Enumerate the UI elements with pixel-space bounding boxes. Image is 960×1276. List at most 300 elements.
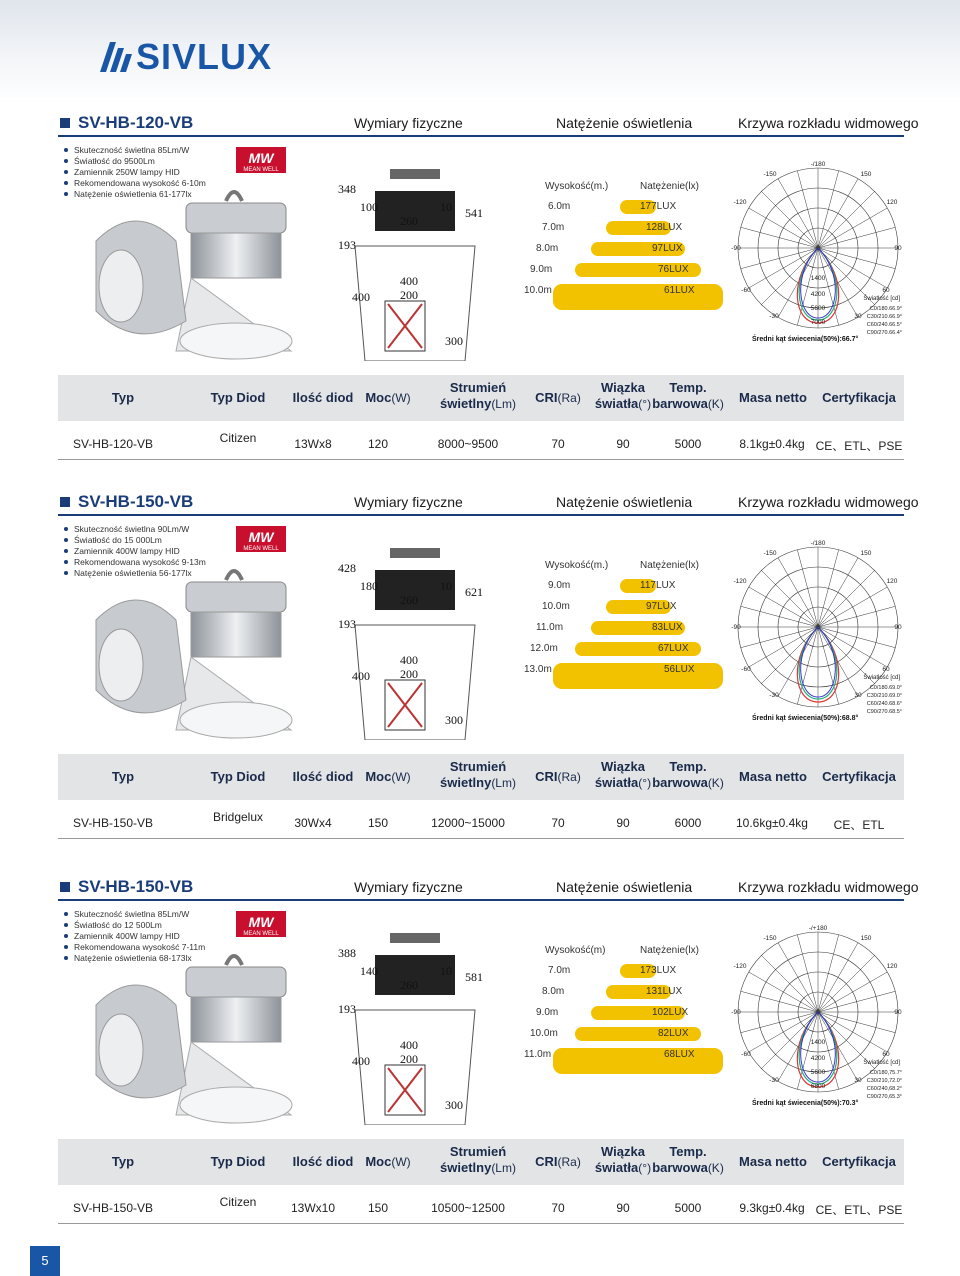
spec-cell-wiazka: 90 (616, 437, 630, 451)
spec-header-ilosc (278, 769, 368, 785)
dimension-label: 100 (360, 200, 378, 214)
spec-header-masa (728, 1154, 818, 1170)
meanwell-logo-icon (236, 911, 286, 937)
spec-header-text: Moc (365, 769, 392, 784)
spec-header-typ (78, 769, 168, 785)
dims-header: Wymiary fizyczne (354, 494, 463, 510)
spec-cell-cert: CE、ETL、PSE (815, 439, 903, 453)
illum-height: 10.0m (542, 601, 570, 612)
spec-header-text: (Ra) (557, 391, 581, 405)
polar-curve-chart (730, 922, 905, 1107)
spec-header-text: (Ra) (557, 1155, 581, 1169)
spec-header-text: Typ (111, 390, 135, 405)
polar-label: 30 (854, 313, 862, 320)
spec-header-text: Wiązka (601, 759, 645, 774)
dimension-label: 581 (465, 970, 483, 984)
spec-header-text: Temp. (669, 1144, 707, 1159)
dimension-label: 180 (360, 579, 378, 593)
polar-label: -120 (733, 963, 747, 970)
spec-header-text: CRI (535, 769, 558, 784)
polar-legend-item: C0/180,75.7° (869, 1070, 902, 1076)
product-title (60, 877, 193, 897)
spec-header-text: barwowa (652, 775, 708, 790)
product-title-text: SV-HB-150-VB (78, 492, 194, 511)
spec-divider (58, 459, 904, 460)
dimension-drawing (330, 925, 500, 1125)
illum-lux: 56LUX (664, 664, 695, 675)
dimension-label: 428 (338, 561, 356, 575)
spec-data-row (58, 1197, 904, 1219)
dimension-label: 260 (400, 214, 418, 228)
illum-height: 11.0m (524, 1049, 552, 1060)
spec-header-text: (K) (707, 776, 724, 790)
spec-header-row (58, 1139, 904, 1185)
section-rule (58, 514, 904, 516)
feature-item: Zamiennik 400W lampy HID (64, 931, 205, 942)
dimension-label: 10 (440, 964, 452, 978)
polar-label: -150 (763, 550, 777, 557)
spec-cell-wiazka: 90 (616, 1201, 630, 1215)
feature-item: Światłość do 15 000Lm (64, 535, 206, 546)
illum-header: Natężenie oświetlenia (556, 494, 693, 510)
polar-average: Średni kąt świecenia(50%):66.7° (752, 336, 859, 343)
polar-label: 5600 (810, 1069, 826, 1076)
spec-cell-strumien: 10500~12500 (431, 1201, 505, 1215)
spec-header-text: Strumień (449, 759, 507, 774)
illum-height: 7.0m (548, 965, 571, 976)
polar-legend-item: C30/210.66.9° (866, 314, 902, 320)
illum-lux: 128LUX (646, 222, 683, 233)
spec-data-row (58, 812, 904, 834)
spec-cell-cert: CE、ETL (833, 818, 885, 832)
polar-label: 0 (816, 1009, 820, 1016)
dimension-label: 300 (445, 334, 463, 348)
polar-legend-item: C0/180.66.9° (869, 306, 902, 312)
polar-label: -90 (731, 245, 741, 252)
spec-header-text: (°) (638, 776, 652, 790)
dimension-label: 140 (360, 964, 378, 978)
dimension-label: 400 (400, 1038, 418, 1052)
polar-label: 4200 (810, 1055, 826, 1062)
illum-lux: 102LUX (652, 1007, 689, 1018)
spec-cell-masa: 9.3kg±0.4kg (739, 1201, 805, 1215)
spec-cell-ilosc: 30Wx4 (294, 816, 332, 830)
spec-header-text: (°) (638, 397, 652, 411)
spec-cell-cri: 70 (551, 437, 565, 451)
spec-cell-cri: 70 (551, 1201, 565, 1215)
polar-legend-item: C30/210,72.0° (866, 1078, 902, 1084)
spec-header-text: Typ (111, 1154, 135, 1169)
polar-legend-item: C90/270.66.4° (866, 330, 902, 336)
polar-label: -/180 (810, 161, 826, 168)
spec-cell-moc: 150 (367, 1201, 389, 1215)
illum-lux: 131LUX (646, 986, 683, 997)
spec-header-diod (198, 390, 278, 406)
illum-height: 6.0m (548, 201, 571, 212)
meanwell-text: MEAN WELL (243, 167, 279, 173)
polar-label: -90 (731, 624, 741, 631)
spec-cell-ilosc: 13Wx8 (294, 437, 332, 451)
illum-lux: 97LUX (652, 243, 683, 254)
dimension-drawing (330, 540, 500, 740)
polar-curve-chart (730, 158, 905, 343)
illum-header: Natężenie oświetlenia (556, 879, 693, 895)
spec-cell-strumien: 12000~15000 (431, 816, 505, 830)
spec-header-text: Certyfikacja (822, 390, 896, 405)
polar-label: -30 (769, 1077, 779, 1084)
polar-label: 6800 (810, 1083, 826, 1090)
spec-header-text: światła (594, 1160, 639, 1175)
polar-label: 30 (854, 1077, 862, 1084)
illum-bar (553, 284, 723, 310)
spec-header-text: (Lm) (491, 776, 516, 790)
spec-header-text: Moc (365, 1154, 392, 1169)
feature-item: Rekomendowana wysokość 7-11m (64, 942, 205, 953)
spec-header-temp (648, 380, 728, 412)
feature-item: Natężenie oświetlenia 68-173lx (64, 953, 205, 964)
polar-label: -120 (733, 578, 747, 585)
spec-header-text: (Lm) (491, 1161, 516, 1175)
title-square-icon (60, 497, 70, 507)
polar-label: 150 (860, 935, 872, 942)
dimension-label: 400 (400, 653, 418, 667)
spec-cell-diod: Bridgelux (212, 810, 264, 824)
spec-divider (58, 1223, 904, 1224)
spec-header-typ (78, 390, 168, 406)
dimension-label: 400 (352, 1054, 370, 1068)
dimension-label: 260 (400, 593, 418, 607)
spec-header-text: światła (594, 775, 639, 790)
meanwell-logo-icon (236, 147, 286, 173)
illum-lux: 117LUX (640, 580, 676, 591)
spec-header-text: (W) (391, 770, 411, 784)
feature-item: Skuteczność świetlna 85Lm/W (64, 145, 206, 156)
illum-lux: 67LUX (658, 643, 689, 654)
spec-header-masa (728, 390, 818, 406)
illum-lux: 61LUX (664, 285, 695, 296)
feature-item: Rekomendowana wysokość 6-10m (64, 178, 206, 189)
dimension-label: 400 (352, 669, 370, 683)
polar-label: 1400 (810, 1039, 826, 1046)
feature-item: Natężenie oświetlenia 56-177lx (64, 568, 206, 579)
lamp-image (76, 181, 296, 361)
polar-label: -60 (741, 287, 751, 294)
spec-cell-moc: 150 (367, 816, 389, 830)
spec-header-text: świetlny (440, 1160, 492, 1175)
dims-header: Wymiary fizyczne (354, 115, 463, 131)
meanwell-text: MEAN WELL (243, 931, 279, 937)
polar-label: -30 (769, 313, 779, 320)
spec-header-text: Certyfikacja (822, 769, 896, 784)
logo-text: SIVLUX (136, 36, 273, 77)
polar-label: -/180 (810, 540, 826, 547)
section-rule (58, 135, 904, 137)
illum-lux: 83LUX (652, 622, 683, 633)
illum-header: Natężenie oświetlenia (556, 115, 693, 131)
spec-header-text: Temp. (669, 759, 707, 774)
spec-cell-ilosc: 13Wx10 (290, 1201, 336, 1215)
spec-header-text: Ilość diod (292, 390, 354, 405)
polar-legend-item: C60/240,68.2° (866, 1086, 902, 1092)
page-number: 5 (30, 1246, 60, 1276)
spec-header-text: Temp. (669, 380, 707, 395)
spec-header-text: Moc (365, 390, 392, 405)
spec-header-ilosc (278, 390, 368, 406)
spec-cell-diod: Citizen (219, 431, 257, 445)
spec-cell-diod: Citizen (219, 1195, 257, 1209)
illum-bar (553, 1048, 723, 1074)
spec-header-cert (814, 769, 904, 785)
spec-header-text: Ilość diod (292, 769, 354, 784)
polar-label: 90 (894, 1009, 902, 1016)
spec-cell-moc: 120 (367, 437, 389, 451)
spec-data-row (58, 433, 904, 455)
feature-item: Rekomendowana wysokość 9-13m (64, 557, 206, 568)
logo-mark-icon (96, 36, 136, 76)
polar-label: Światłość [cd] (863, 296, 900, 302)
spec-cell-strumien: 8000~9500 (437, 437, 499, 451)
dimension-label: 300 (445, 713, 463, 727)
spec-header-text: Ilość diod (292, 1154, 354, 1169)
ill-height-header: Wysokość(m) (545, 945, 606, 956)
illum-height: 9.0m (536, 1007, 559, 1018)
lamp-image (76, 945, 296, 1125)
mw-text: MW (248, 150, 274, 166)
polar-label: Światłość [cd] (863, 1060, 900, 1066)
dimension-label: 193 (338, 1002, 356, 1016)
spec-cell-typ: SV-HB-120-VB (72, 437, 154, 451)
ill-lux-header: Natężenie(lx) (640, 560, 699, 571)
illum-height: 9.0m (548, 580, 571, 591)
polar-legend-item: C30/210.69.0° (866, 693, 902, 699)
ill-lux-header: Natężenie(lx) (640, 945, 699, 956)
illum-height: 13.0m (524, 664, 552, 675)
polar-label: 150 (860, 550, 872, 557)
spec-cell-temp: 5000 (674, 437, 702, 451)
spec-header-temp (648, 759, 728, 791)
feature-item: Zamiennik 400W lampy HID (64, 546, 206, 557)
product-title-text: SV-HB-120-VB (78, 113, 194, 132)
product-title-text: SV-HB-150-VB (78, 877, 194, 896)
polar-label: -150 (763, 935, 777, 942)
dimension-label: 400 (352, 290, 370, 304)
polar-label: -60 (741, 666, 751, 673)
dimension-label: 621 (465, 585, 483, 599)
polar-label: 120 (886, 199, 898, 206)
feature-item: Natężenie oświetlenia 61-177lx (64, 189, 206, 200)
dimension-label: 10 (440, 579, 452, 593)
spec-header-text: (W) (391, 1155, 411, 1169)
mw-text: MW (248, 914, 274, 930)
mw-text: MW (248, 529, 274, 545)
spec-header-masa (728, 769, 818, 785)
spec-header-text: (°) (638, 1161, 652, 1175)
spec-cell-typ: SV-HB-150-VB (72, 1201, 154, 1215)
spec-header-moc (358, 769, 418, 785)
feature-item: Skuteczność świetlna 85Lm/W (64, 909, 205, 920)
ill-height-header: Wysokość(m.) (545, 560, 609, 571)
spec-header-text: Masa netto (739, 769, 807, 784)
meanwell-logo-icon (236, 526, 286, 552)
spec-header-text: (W) (391, 391, 411, 405)
dims-header: Wymiary fizyczne (354, 879, 463, 895)
curve-header: Krzywa rozkładu widmowego (738, 494, 919, 510)
polar-label: 60 (882, 1051, 890, 1058)
polar-legend-item: C90/270.68.5° (866, 709, 902, 715)
feature-item: Światłość do 9500Lm (64, 156, 206, 167)
dimension-label: 200 (400, 288, 418, 302)
meanwell-text: MEAN WELL (243, 546, 279, 552)
polar-label: 120 (886, 963, 898, 970)
polar-label: -150 (763, 171, 777, 178)
spec-header-text: Wiązka (601, 1144, 645, 1159)
spec-header-text: Strumień (449, 380, 507, 395)
dimension-drawing (330, 161, 500, 361)
polar-label: 7000 (810, 319, 826, 326)
dimension-label: 200 (400, 667, 418, 681)
polar-label: 0 (816, 245, 820, 252)
polar-legend-item: C0/180.69.0° (869, 685, 902, 691)
product-section (0, 113, 960, 483)
polar-label: 4200 (810, 291, 826, 298)
spec-header-row (58, 375, 904, 421)
polar-label: Światłość [cd] (863, 675, 900, 681)
polar-label: -/+180 (808, 925, 828, 932)
polar-label: 0 (816, 624, 820, 631)
spec-header-text: świetlny (440, 775, 492, 790)
spec-cell-cri: 70 (551, 816, 565, 830)
spec-cell-cert: CE、ETL、PSE (815, 1203, 903, 1217)
product-title (60, 492, 193, 512)
spec-header-cri (528, 769, 588, 785)
polar-label: -30 (769, 692, 779, 699)
spec-header-text: (Ra) (557, 770, 581, 784)
feature-item: Światłość do 12 500Lm (64, 920, 205, 931)
polar-legend-item: C90/270,65.3° (866, 1094, 902, 1100)
illum-height: 8.0m (542, 986, 565, 997)
spec-header-text: barwowa (652, 396, 708, 411)
spec-header-text: Strumień (449, 1144, 507, 1159)
illum-lux: 82LUX (658, 1028, 689, 1039)
illum-lux: 173LUX (640, 965, 677, 976)
illum-lux: 97LUX (646, 601, 677, 612)
spec-header-diod (198, 1154, 278, 1170)
feature-item: Skuteczność świetlna 90Lm/W (64, 524, 206, 535)
curve-header: Krzywa rozkładu widmowego (738, 115, 919, 131)
spec-header-cri (528, 390, 588, 406)
dimension-label: 400 (400, 274, 418, 288)
spec-header-strumien (423, 1144, 533, 1176)
spec-header-text: Typ Diod (210, 390, 266, 405)
spec-header-text: (K) (707, 397, 724, 411)
lamp-image (76, 560, 296, 740)
illum-height: 10.0m (524, 285, 552, 296)
spec-header-text: świetlny (440, 396, 492, 411)
dimension-label: 300 (445, 1098, 463, 1112)
illum-height: 7.0m (542, 222, 565, 233)
illum-lux: 76LUX (658, 264, 689, 275)
title-square-icon (60, 882, 70, 892)
spec-header-diod (198, 769, 278, 785)
polar-label: 90 (894, 624, 902, 631)
spec-header-cert (814, 1154, 904, 1170)
spec-header-text: Typ (111, 769, 135, 784)
illum-lux: 177LUX (640, 201, 677, 212)
spec-cell-temp: 5000 (674, 1201, 702, 1215)
ill-lux-header: Natężenie(lx) (640, 181, 699, 192)
spec-divider (58, 838, 904, 839)
spec-header-text: (Lm) (491, 397, 516, 411)
spec-cell-temp: 6000 (674, 816, 702, 830)
dimension-label: 10 (440, 200, 452, 214)
illum-height: 11.0m (536, 622, 564, 633)
spec-header-ilosc (278, 1154, 368, 1170)
dimension-label: 388 (338, 946, 356, 960)
spec-cell-masa: 8.1kg±0.4kg (739, 437, 805, 451)
illum-bar (553, 663, 723, 689)
polar-label: -60 (741, 1051, 751, 1058)
product-section (0, 877, 960, 1247)
curve-header: Krzywa rozkładu widmowego (738, 879, 919, 895)
polar-label: 60 (882, 287, 890, 294)
spec-header-text: Masa netto (739, 1154, 807, 1169)
product-section (0, 492, 960, 862)
dimension-label: 193 (338, 617, 356, 631)
polar-label: 1400 (810, 275, 826, 282)
spec-header-text: barwowa (652, 1160, 708, 1175)
product-title (60, 113, 193, 133)
spec-header-moc (358, 1154, 418, 1170)
illum-height: 10.0m (530, 1028, 558, 1039)
polar-label: -90 (731, 1009, 741, 1016)
polar-average: Średni kąt świecenia(50%):70.3° (752, 1100, 859, 1107)
spec-cell-masa: 10.6kg±0.4kg (736, 816, 808, 830)
spec-header-strumien (423, 759, 533, 791)
spec-cell-typ: SV-HB-150-VB (72, 816, 154, 830)
dimension-label: 193 (338, 238, 356, 252)
polar-average: Średni kąt świecenia(50%):68.8° (752, 715, 859, 722)
polar-curve-chart (730, 537, 905, 722)
spec-header-cri (528, 1154, 588, 1170)
polar-label: 120 (886, 578, 898, 585)
spec-cell-wiazka: 90 (616, 816, 630, 830)
spec-header-temp (648, 1144, 728, 1176)
spec-header-row (58, 754, 904, 800)
illum-lux: 68LUX (664, 1049, 695, 1060)
polar-legend-item: C60/240.66.5° (866, 322, 902, 328)
polar-label: -120 (733, 199, 747, 206)
spec-header-text: (K) (707, 1161, 724, 1175)
illum-height: 9.0m (530, 264, 553, 275)
spec-header-text: CRI (535, 1154, 558, 1169)
spec-header-text: Typ Diod (210, 1154, 266, 1169)
spec-header-text: światła (594, 396, 639, 411)
dimension-label: 348 (338, 182, 356, 196)
polar-label: 60 (882, 666, 890, 673)
illum-height: 12.0m (530, 643, 558, 654)
spec-header-moc (358, 390, 418, 406)
spec-header-text: CRI (535, 390, 558, 405)
spec-header-text: Masa netto (739, 390, 807, 405)
dimension-label: 541 (465, 206, 483, 220)
spec-header-text: Wiązka (601, 380, 645, 395)
polar-legend-item: C60/240.68.6° (866, 701, 902, 707)
spec-header-strumien (423, 380, 533, 412)
sivlux-logo (96, 36, 276, 76)
section-rule (58, 899, 904, 901)
polar-label: 150 (860, 171, 872, 178)
polar-label: 30 (854, 692, 862, 699)
